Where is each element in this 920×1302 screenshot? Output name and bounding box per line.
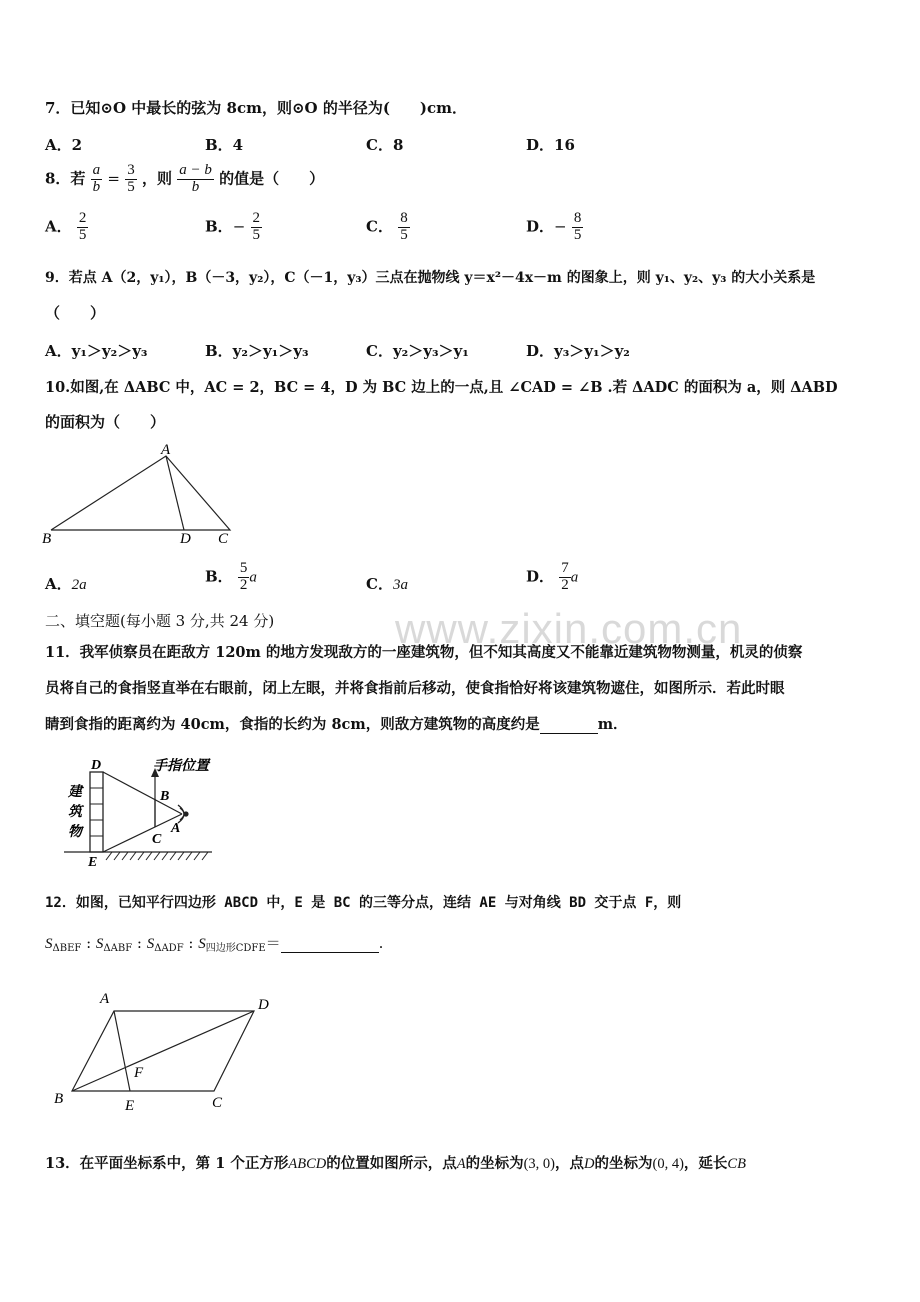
- q10-option-b-var: a: [249, 569, 257, 586]
- q11-label-a: A: [171, 821, 181, 836]
- q8-cond-rhs-num: 3: [127, 162, 135, 178]
- q10-option-c-value: 3a: [392, 577, 408, 593]
- q8-cond-lhs-den: b: [92, 178, 101, 195]
- q12-sub4: 四边形CDFE: [205, 943, 266, 954]
- q13-segment-cb: CB: [727, 1156, 746, 1172]
- q8-cond-lhs-num: a: [92, 162, 101, 178]
- q10-option-c-label: C．: [366, 575, 393, 593]
- q8-option-d-sign: −: [554, 217, 567, 236]
- q8-expr-num: a − b: [179, 162, 212, 178]
- q7-stem: 7．已知⊙O 中最长的弦为 8cm，则⊙O 的半径为( )cm．: [45, 99, 468, 117]
- q9-option-d: D．y₃＞y₁＞y₂: [526, 342, 630, 360]
- q11-answer-blank: [540, 716, 598, 734]
- q10-option-d-label: D．: [526, 567, 555, 586]
- q9-option-c: C．y₂＞y₃＞y₁: [366, 342, 469, 360]
- q13-line1: [45, 1152, 746, 1173]
- q10-option-d: [526, 561, 578, 594]
- q8-option-d: [526, 211, 583, 244]
- q10-label-a: A: [161, 443, 171, 458]
- q10-option-b-den: 2: [239, 576, 248, 593]
- q12-s2: S: [95, 936, 104, 952]
- q12-label-e: E: [125, 1098, 135, 1114]
- q8-option-c-num: 8: [400, 210, 408, 226]
- q7-option-c: C．8: [366, 136, 404, 154]
- watermark: www.zixin.com.cn: [395, 605, 743, 652]
- q10-label-c: C: [218, 531, 229, 547]
- q8-option-b-num: 2: [252, 210, 260, 226]
- q8-option-c-den: 5: [400, 226, 408, 243]
- q12-ratio: [45, 932, 383, 954]
- q12-answer-blank: [281, 934, 379, 953]
- q9-line1: 9．若点 A（2，y₁），B（－3，y₂），C（－1，y₃）三点在抛物线 y＝x²－4x－m 的图象上，则 y₁、y₂、y₃ 的大小关系是: [45, 270, 816, 286]
- q13-coord-a: (3, 0): [523, 1156, 556, 1172]
- q11-eye-pupil: [183, 811, 188, 816]
- q12-label-f: F: [134, 1065, 144, 1081]
- q11-label-b: B: [160, 789, 170, 804]
- q12-sep3: :: [183, 934, 199, 952]
- q10-line1: 10.如图,在 ΔABC 中，AC = 2，BC = 4，D 为 BC 边上的一点,且 ∠CAD = ∠B .若 ΔADC 的面积为 a，则 ΔABD: [45, 379, 838, 396]
- q12-label-b: B: [54, 1091, 64, 1107]
- q8-stem: [45, 163, 324, 196]
- q10-option-b-label: B．: [205, 567, 233, 586]
- q8-option-d-den: 5: [573, 226, 582, 243]
- q11-line3-text: 睛到食指的距离约为 40cm，食指的长约为 8cm，则敌方建筑物的高度约是: [45, 716, 540, 733]
- q12-diagonal-bd: [72, 1011, 254, 1091]
- q10-option-a-label: A．: [45, 575, 72, 593]
- q13-square-name: ABCD: [288, 1156, 327, 1172]
- q11-line1: 11．我军侦察员在距敌方 120m 的地方发现敌方的一座建筑物，但不知其高度又不能靠近建筑物物测量，机灵的侦察: [45, 644, 803, 661]
- q11-ground-hatch: [106, 852, 208, 860]
- q12-sub1: ΔBEF: [52, 943, 82, 954]
- q11-label-c: C: [152, 832, 162, 847]
- q13-part1: 13．在平面坐标系中，第 1 个正方形: [45, 1155, 289, 1172]
- q11-building-char-3: 物: [68, 824, 82, 840]
- q11-line3-unit: m．: [597, 716, 628, 733]
- q13-part5: 的坐标为: [594, 1155, 653, 1172]
- q8-middle: ，则: [141, 169, 172, 188]
- q8-option-a: [45, 211, 88, 244]
- q13-part6: ，延长: [683, 1155, 728, 1172]
- q8-option-a-frac: [77, 211, 89, 244]
- q11-sight-line-top: [103, 772, 182, 814]
- q12-segment-ae: [114, 1011, 130, 1091]
- q10-option-a-value: 2a: [71, 577, 87, 593]
- q11-label-e: E: [88, 855, 98, 867]
- q8-option-d-frac: [572, 211, 584, 244]
- q10-option-d-num: 7: [561, 560, 569, 576]
- q10-option-b-frac: [238, 561, 250, 594]
- q8-suffix: 的值是（ ）: [219, 169, 325, 188]
- q10-option-b-num: 5: [239, 560, 248, 576]
- q7-option-b: B．4: [205, 136, 244, 154]
- q8-option-b: [205, 211, 262, 244]
- q12-sub2: ΔABF: [103, 943, 133, 954]
- q8-option-a-den: 5: [78, 226, 87, 243]
- q10-option-d-den: 2: [561, 576, 569, 593]
- q8-expr-den: b: [191, 178, 200, 195]
- section2-title: 二、填空题(每小题 3 分,共 24 分): [45, 612, 275, 630]
- q10-label-b: B: [42, 531, 52, 547]
- q12-sub3: ΔADF: [154, 943, 184, 954]
- q12-s3: S: [146, 936, 155, 952]
- q12-end: .: [378, 934, 384, 952]
- q13-part2: 的位置如图所示，点: [326, 1155, 457, 1172]
- q9-line2: （ ）: [45, 304, 106, 322]
- q8-option-a-num: 2: [78, 210, 87, 226]
- q8-option-c-frac: [398, 211, 410, 244]
- q12-line1: 12．如图，已知平行四边形 ABCD 中，E 是 BC 的三等分点，连结 AE 与对角线 BD 交于点 F，则: [45, 895, 682, 911]
- q10-option-c: [366, 573, 408, 594]
- q11-finger-label: 手指位置: [153, 758, 209, 774]
- q8-prefix: 8．若: [45, 169, 86, 188]
- q10-triangle-outline: [51, 456, 230, 530]
- q8-option-b-den: 5: [252, 226, 260, 243]
- q8-option-c-label: C．: [366, 217, 393, 236]
- q11-line3: [45, 713, 628, 734]
- q11-building-char-1: 建: [68, 784, 82, 800]
- q11-line2: 员将自己的食指竖直举在右眼前，闭上左眼，并将食指前后移动，使食指恰好将该建筑物遮住，如图所示．若此时眼: [45, 680, 785, 697]
- q8-option-b-frac: [251, 211, 263, 244]
- q11-building-char-2: 筑: [68, 804, 82, 820]
- q8-option-d-num: 8: [573, 210, 582, 226]
- q10-label-d: D: [180, 531, 191, 547]
- q13-point-d: D: [584, 1156, 595, 1172]
- q12-s1: S: [45, 936, 53, 952]
- q8-cond-eq: =: [107, 169, 120, 188]
- q12-eq: ＝: [265, 934, 281, 952]
- q10-option-b: [205, 561, 257, 594]
- q8-cond-rhs-den: 5: [127, 178, 135, 195]
- q11-building: [90, 772, 103, 852]
- q12-s4: S: [198, 936, 206, 952]
- q8-expr: [177, 163, 214, 196]
- q12-sep1: :: [81, 934, 96, 952]
- q8-cond-lhs: [91, 163, 103, 196]
- q13-part3: 的坐标为: [465, 1155, 524, 1172]
- q8-option-b-sign: −: [232, 217, 246, 236]
- q12-label-a: A: [100, 991, 110, 1007]
- q8-option-b-label: B．: [205, 217, 233, 236]
- q7-option-a: A．2: [45, 136, 83, 154]
- q9-option-a: A．y₁＞y₂＞y₃: [45, 342, 148, 360]
- q9-option-b: B．y₂＞y₁＞y₃: [205, 342, 309, 360]
- q12-sep2: :: [132, 934, 147, 952]
- q13-coord-d: (0, 4): [652, 1156, 684, 1172]
- q8-option-a-label: A．: [45, 217, 72, 236]
- q13-point-a: A: [456, 1156, 466, 1172]
- q10-triangle-figure: [38, 443, 238, 548]
- q8-option-c: [366, 211, 410, 244]
- q12-label-d: D: [258, 997, 269, 1013]
- q11-building-figure: [62, 752, 222, 867]
- q10-option-a: [45, 573, 87, 594]
- q10-option-d-frac: [559, 561, 571, 594]
- q7-option-d: D．16: [526, 136, 575, 154]
- q8-cond-rhs: [125, 163, 137, 196]
- q13-part4: ，点: [555, 1155, 585, 1172]
- q11-label-d: D: [91, 758, 102, 773]
- q10-option-d-var: a: [570, 569, 579, 586]
- q10-line2: 的面积为（ ）: [45, 413, 166, 431]
- q12-label-c: C: [212, 1095, 223, 1111]
- q12-parallelogram-figure: [48, 985, 288, 1115]
- q8-option-d-label: D．: [526, 217, 555, 236]
